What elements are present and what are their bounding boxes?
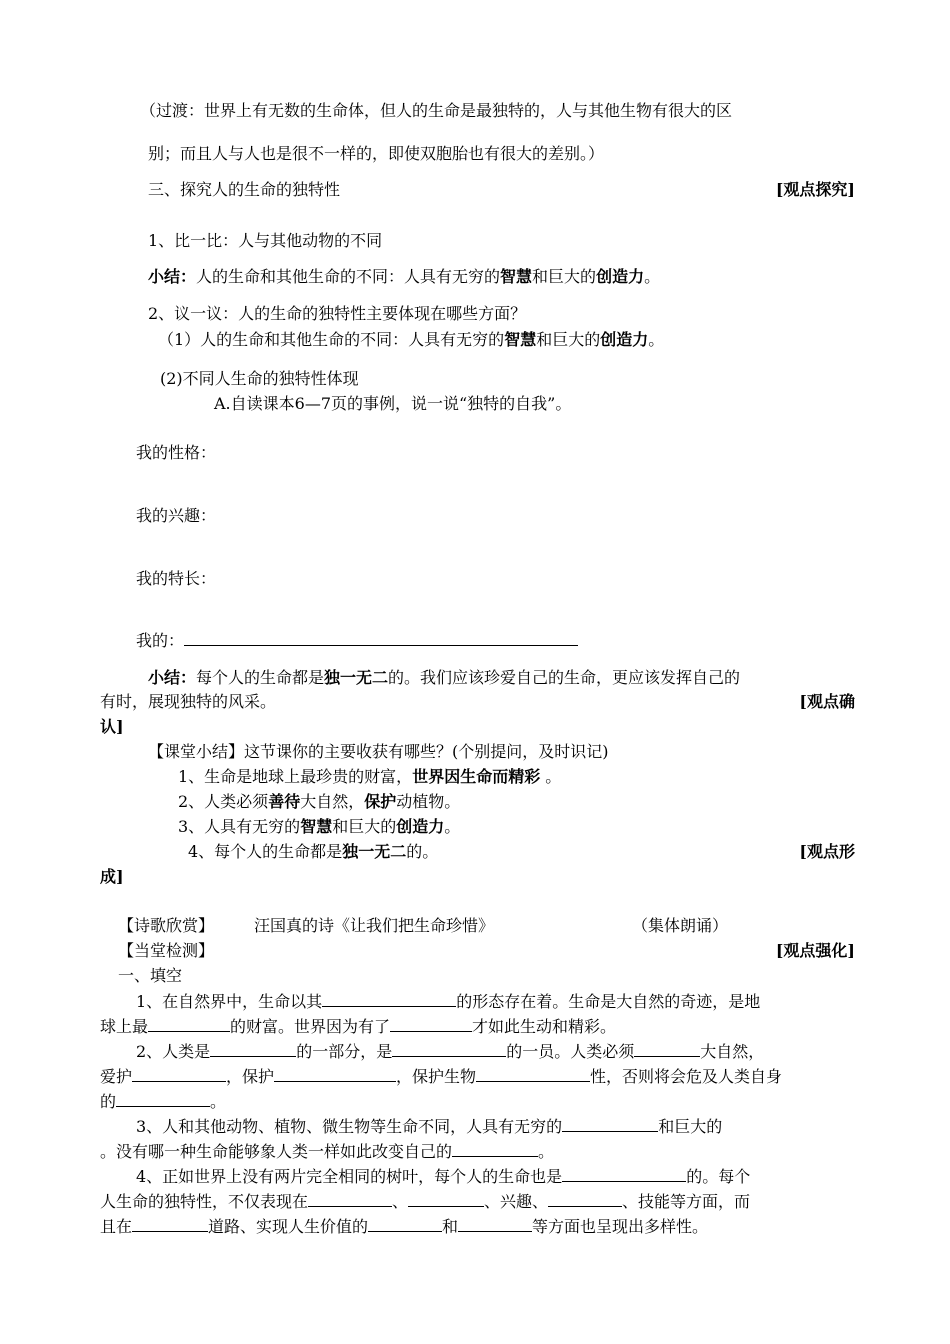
q3-blank-2[interactable]	[452, 1141, 538, 1157]
q2-blank-3[interactable]	[634, 1041, 700, 1057]
q1-blank-1[interactable]	[322, 991, 456, 1007]
q4-text-i: 和	[442, 1217, 459, 1236]
q2-blank-4[interactable]	[132, 1066, 226, 1082]
q1-blank-3[interactable]	[390, 1016, 472, 1032]
poetry-text: 汪国真的诗《让我们把生命珍惜》	[254, 916, 495, 935]
class-summary-point-4	[188, 842, 438, 862]
q1-text-e: 才如此生动和精彩。	[472, 1017, 617, 1036]
q1-text-b: 的形态存在着。生命是大自然的奇迹，是地	[456, 992, 761, 1011]
q2-blank-7[interactable]	[116, 1091, 210, 1107]
cs-p2-b1: 善待	[268, 792, 301, 811]
q1-line-2	[100, 1016, 616, 1037]
q2-line-2	[100, 1066, 782, 1087]
q3-text-b: 和巨大的	[658, 1117, 723, 1136]
q4-blank-3[interactable]	[408, 1191, 484, 1207]
prompt-personality: 我的性格：	[136, 443, 217, 462]
class-summary-point-3	[178, 817, 460, 837]
q2-text-e: 爱护	[100, 1067, 133, 1086]
summary-2-line-1	[148, 668, 740, 688]
q3-text-a: 3、人和其他动物、植物、微生物等生命不同，人具有无穷的	[136, 1117, 563, 1136]
class-summary-tag-1: [观点形	[799, 842, 855, 861]
item-2-sub-a: A.自读课本6—7页的事例，说一说“独特的自我”。	[214, 394, 572, 413]
q4-blank-6[interactable]	[368, 1216, 442, 1232]
q4-text-g: 且在	[100, 1217, 133, 1236]
cs-p3-pre: 3、人具有无穷的	[178, 817, 301, 836]
summary-2-pre: 每个人的生命都是	[196, 668, 325, 687]
q2-text-g: ，保护生物	[396, 1067, 477, 1086]
summary-1-end: 。	[644, 267, 661, 286]
item-2-sub-1	[158, 330, 664, 350]
cs-p3-end: 。	[444, 817, 461, 836]
q4-blank-4[interactable]	[548, 1191, 622, 1207]
summary-1-creativity: 创造力	[596, 267, 645, 286]
q4-text-c: 人生命的独特性，不仅表现在	[100, 1192, 309, 1211]
class-summary-point-2	[178, 792, 460, 812]
q3-line-2	[100, 1141, 554, 1162]
cs-p3-mid: 和巨大的	[332, 817, 397, 836]
summary-1-pre: 人的生命和其他生命的不同：人具有无穷的	[196, 267, 501, 286]
item-2-discuss: 2、议一议：人的生命的独特性主要体现在哪些方面？	[148, 304, 527, 323]
fill-blank-section: 一、填空	[118, 966, 183, 985]
q4-line-3	[100, 1216, 708, 1237]
cs-p1-bold: 世界因生命而精彩	[412, 767, 541, 786]
summary-2-line-2: 有时，展现独特的风采。	[100, 692, 277, 711]
item-2-sub-2: (2)不同人生命的独特性体现	[160, 369, 359, 388]
q4-line-1	[136, 1166, 750, 1187]
test-label: 【当堂检测】	[118, 941, 215, 960]
class-summary-title: 【课堂小结】这节课你的主要收获有哪些？(个别提问，及时识记)	[148, 742, 609, 761]
item-2-sub-1-creativity: 创造力	[600, 330, 649, 349]
q2-line-3	[100, 1091, 226, 1112]
summary-2-tag-2: 认]	[100, 717, 124, 736]
q2-text-a: 2、人类是	[136, 1042, 211, 1061]
q1-text-d: 的财富。世界因为有了	[230, 1017, 391, 1036]
class-summary-tag-2: 成]	[100, 867, 124, 886]
q4-text-j: 等方面也呈现出多样性。	[532, 1217, 709, 1236]
q3-blank-1[interactable]	[562, 1116, 658, 1132]
item-2-sub-1-mid: 和巨大的	[536, 330, 601, 349]
q2-text-b: 的一部分，是	[296, 1042, 393, 1061]
q2-blank-6[interactable]	[476, 1066, 590, 1082]
summary-1-wisdom: 智慧	[500, 267, 533, 286]
cs-p2-pre: 2、人类必须	[178, 792, 269, 811]
q4-text-h: 道路、实现人生价值的	[208, 1217, 369, 1236]
q4-text-a: 4、正如世界上没有两片完全相同的树叶，每个人的生命也是	[136, 1167, 563, 1186]
q1-line-1	[136, 991, 760, 1012]
cs-p3-b1: 智慧	[300, 817, 333, 836]
q1-text-a: 1、在自然界中，生命以其	[136, 992, 323, 1011]
cs-p3-b2: 创造力	[396, 817, 445, 836]
cs-p1-pre: 1、生命是地球上最珍贵的财富，	[178, 767, 413, 786]
q2-text-d: 大自然，	[700, 1042, 765, 1061]
prompt-talent: 我的特长：	[136, 569, 217, 588]
q2-blank-5[interactable]	[274, 1066, 396, 1082]
summary-2-post: 的。我们应该珍爱自己的生命，更应该发挥自己的	[388, 668, 741, 687]
q2-text-f: ，保护	[226, 1067, 275, 1086]
item-2-sub-1-wisdom: 智慧	[504, 330, 537, 349]
q4-text-e: 、兴趣、	[484, 1192, 549, 1211]
q2-blank-1[interactable]	[210, 1041, 296, 1057]
mine-blank[interactable]	[184, 630, 578, 646]
prompt-mine	[136, 630, 578, 651]
q2-text-j: 。	[210, 1092, 227, 1111]
q2-text-i: 的	[100, 1092, 117, 1111]
item-2-sub-1-end: 。	[648, 330, 665, 349]
item-2-sub-1-pre: （1）人的生命和其他生命的不同：人具有无穷的	[158, 330, 505, 349]
q2-text-c: 的一员。人类必须	[506, 1042, 635, 1061]
q4-blank-7[interactable]	[458, 1216, 532, 1232]
q3-text-c: 。没有哪一种生命能够象人类一样如此改变自己的	[100, 1142, 453, 1161]
cs-p4-pre: 4、每个人的生命都是	[188, 842, 343, 861]
poetry-note: （集体朗诵）	[632, 916, 729, 935]
q3-line-1	[136, 1116, 722, 1137]
transition-line-2: 别；而且人与人也是很不一样的，即使双胞胎也有很大的差别。）	[148, 144, 605, 163]
q4-blank-1[interactable]	[562, 1166, 686, 1182]
q1-text-c: 球上最	[100, 1017, 149, 1036]
q1-blank-2[interactable]	[148, 1016, 230, 1032]
summary-1	[148, 267, 660, 287]
item-1-compare: 1、比一比：人与其他动物的不同	[148, 231, 383, 250]
prompt-interest: 我的兴趣：	[136, 506, 217, 525]
cs-p4-end: 的。	[406, 842, 439, 861]
prompt-mine-label: 我的：	[136, 631, 185, 650]
summary-2-tag-1: [观点确	[799, 692, 855, 711]
test-tag: [观点强化]	[775, 941, 855, 960]
q4-text-d: 、	[392, 1192, 409, 1211]
q4-text-f: 、技能等方面，而	[622, 1192, 751, 1211]
cs-p4-bold: 独一无二	[342, 842, 407, 861]
q2-blank-2[interactable]	[392, 1041, 506, 1057]
summary-2-label: 小结：	[148, 668, 197, 687]
section-3-title: 三、探究人的生命的独特性	[148, 180, 341, 199]
q4-text-b: 的。每个	[686, 1167, 751, 1186]
summary-2-unique: 独一无二	[324, 668, 389, 687]
q4-line-2	[100, 1191, 750, 1212]
summary-1-label: 小结：	[148, 267, 197, 286]
transition-line-1: （过渡：世界上有无数的生命体，但人的生命是最独特的，人与其他生物有很大的区	[140, 101, 733, 120]
q4-blank-2[interactable]	[308, 1191, 392, 1207]
poetry-label: 【诗歌欣赏】	[118, 916, 215, 935]
cs-p2-end: 动植物。	[396, 792, 461, 811]
q3-text-d: 。	[538, 1142, 555, 1161]
cs-p2-mid: 大自然，	[300, 792, 365, 811]
cs-p1-end: 。	[540, 767, 562, 786]
q2-line-1	[136, 1041, 764, 1062]
q2-text-h: 性，否则将会危及人类自身	[590, 1067, 783, 1086]
summary-1-mid: 和巨大的	[532, 267, 597, 286]
q4-blank-5[interactable]	[132, 1216, 208, 1232]
cs-p2-b2: 保护	[364, 792, 397, 811]
class-summary-point-1	[178, 767, 561, 787]
section-3-tag: [观点探究]	[775, 180, 855, 199]
